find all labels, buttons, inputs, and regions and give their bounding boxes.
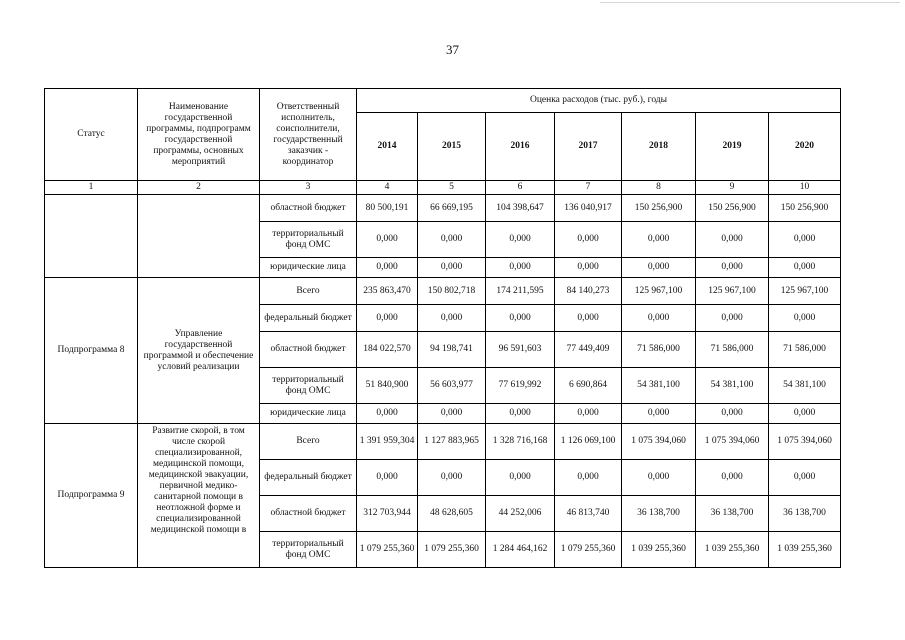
value-cell: 96 591,603 bbox=[486, 332, 555, 368]
program-name-cell bbox=[138, 195, 260, 278]
header-year: 2015 bbox=[418, 113, 486, 181]
value-cell: 235 863,470 bbox=[357, 278, 418, 305]
value-cell: 77 449,409 bbox=[555, 332, 622, 368]
funding-source: областной бюджет bbox=[260, 332, 357, 368]
value-cell: 0,000 bbox=[622, 404, 696, 424]
header-year: 2020 bbox=[769, 113, 841, 181]
value-cell: 94 198,741 bbox=[418, 332, 486, 368]
value-cell: 46 813,740 bbox=[555, 496, 622, 532]
header-year: 2018 bbox=[622, 113, 696, 181]
value-cell: 0,000 bbox=[769, 258, 841, 278]
value-cell: 150 802,718 bbox=[418, 278, 486, 305]
value-cell: 0,000 bbox=[696, 460, 769, 496]
column-number: 1 bbox=[45, 181, 138, 195]
header-year: 2014 bbox=[357, 113, 418, 181]
value-cell: 0,000 bbox=[696, 305, 769, 332]
funding-source: территориальный фонд ОМС bbox=[260, 222, 357, 258]
value-cell: 1 284 464,162 bbox=[486, 532, 555, 568]
value-cell: 0,000 bbox=[418, 305, 486, 332]
value-cell: 0,000 bbox=[769, 222, 841, 258]
value-cell: 0,000 bbox=[418, 460, 486, 496]
value-cell: 0,000 bbox=[357, 222, 418, 258]
value-cell: 71 586,000 bbox=[696, 332, 769, 368]
program-name-cell: Управление государственной программой и обеспечение условий реализации bbox=[138, 278, 260, 424]
funding-source: областной бюджет bbox=[260, 195, 357, 222]
table-row bbox=[45, 424, 841, 460]
status-cell: Подпрограмма 9 bbox=[45, 424, 138, 568]
funding-source: областной бюджет bbox=[260, 496, 357, 532]
value-cell: 44 252,006 bbox=[486, 496, 555, 532]
value-cell: 0,000 bbox=[418, 222, 486, 258]
page-number: 37 bbox=[446, 42, 459, 57]
value-cell: 150 256,900 bbox=[769, 195, 841, 222]
value-cell: 0,000 bbox=[357, 404, 418, 424]
value-cell: 0,000 bbox=[486, 305, 555, 332]
value-cell: 54 381,100 bbox=[769, 368, 841, 404]
value-cell: 54 381,100 bbox=[696, 368, 769, 404]
funding-source: юридические лица bbox=[260, 404, 357, 424]
value-cell: 0,000 bbox=[486, 404, 555, 424]
funding-source: федеральный бюджет bbox=[260, 460, 357, 496]
column-number: 9 bbox=[696, 181, 769, 195]
value-cell: 0,000 bbox=[622, 222, 696, 258]
value-cell: 66 669,195 bbox=[418, 195, 486, 222]
column-number: 4 bbox=[357, 181, 418, 195]
value-cell: 36 138,700 bbox=[696, 496, 769, 532]
value-cell: 0,000 bbox=[486, 222, 555, 258]
value-cell: 71 586,000 bbox=[622, 332, 696, 368]
header-executor: Ответственный исполнитель, соисполнители, государственный заказчик - координатор bbox=[260, 89, 357, 181]
header-year: 2016 bbox=[486, 113, 555, 181]
value-cell: 71 586,000 bbox=[769, 332, 841, 368]
value-cell: 150 256,900 bbox=[696, 195, 769, 222]
value-cell: 0,000 bbox=[769, 305, 841, 332]
value-cell: 312 703,944 bbox=[357, 496, 418, 532]
value-cell: 125 967,100 bbox=[622, 278, 696, 305]
column-number: 10 bbox=[769, 181, 841, 195]
table-row bbox=[45, 278, 841, 305]
value-cell: 1 079 255,360 bbox=[418, 532, 486, 568]
header-expense-title: Оценка расходов (тыс. руб.), годы bbox=[357, 89, 841, 113]
value-cell: 184 022,570 bbox=[357, 332, 418, 368]
header-status: Статус bbox=[45, 89, 138, 181]
value-cell: 1 391 959,304 bbox=[357, 424, 418, 460]
column-number: 5 bbox=[418, 181, 486, 195]
value-cell: 0,000 bbox=[357, 305, 418, 332]
value-cell: 0,000 bbox=[622, 258, 696, 278]
column-number: 2 bbox=[138, 181, 260, 195]
value-cell: 1 127 883,965 bbox=[418, 424, 486, 460]
value-cell: 84 140,273 bbox=[555, 278, 622, 305]
value-cell: 0,000 bbox=[555, 305, 622, 332]
value-cell: 174 211,595 bbox=[486, 278, 555, 305]
value-cell: 1 039 255,360 bbox=[622, 532, 696, 568]
value-cell: 0,000 bbox=[622, 305, 696, 332]
value-cell: 36 138,700 bbox=[622, 496, 696, 532]
value-cell: 36 138,700 bbox=[769, 496, 841, 532]
value-cell: 1 079 255,360 bbox=[357, 532, 418, 568]
value-cell: 1 039 255,360 bbox=[769, 532, 841, 568]
header-year: 2017 bbox=[555, 113, 622, 181]
column-number: 6 bbox=[486, 181, 555, 195]
value-cell: 1 075 394,060 bbox=[696, 424, 769, 460]
status-cell bbox=[45, 195, 138, 278]
value-cell: 1 079 255,360 bbox=[555, 532, 622, 568]
header-program-name: Наименование государственной программы, подпрограмм государственной программы, основных мероприятий bbox=[138, 89, 260, 181]
value-cell: 54 381,100 bbox=[622, 368, 696, 404]
value-cell: 0,000 bbox=[486, 460, 555, 496]
value-cell: 0,000 bbox=[418, 404, 486, 424]
value-cell: 136 040,917 bbox=[555, 195, 622, 222]
value-cell: 6 690,864 bbox=[555, 368, 622, 404]
header-year: 2019 bbox=[696, 113, 769, 181]
value-cell: 51 840,900 bbox=[357, 368, 418, 404]
value-cell: 0,000 bbox=[555, 404, 622, 424]
column-number: 8 bbox=[622, 181, 696, 195]
value-cell: 1 075 394,060 bbox=[622, 424, 696, 460]
value-cell: 48 628,605 bbox=[418, 496, 486, 532]
value-cell: 0,000 bbox=[622, 460, 696, 496]
value-cell: 0,000 bbox=[418, 258, 486, 278]
value-cell: 1 328 716,168 bbox=[486, 424, 555, 460]
value-cell: 0,000 bbox=[555, 222, 622, 258]
funding-source: Всего bbox=[260, 424, 357, 460]
value-cell: 125 967,100 bbox=[696, 278, 769, 305]
funding-source: федеральный бюджет bbox=[260, 305, 357, 332]
column-number: 7 bbox=[555, 181, 622, 195]
funding-source: территориальный фонд ОМС bbox=[260, 532, 357, 568]
value-cell: 0,000 bbox=[696, 222, 769, 258]
value-cell: 1 039 255,360 bbox=[696, 532, 769, 568]
budget-table bbox=[44, 88, 841, 568]
funding-source: юридические лица bbox=[260, 258, 357, 278]
funding-source: территориальный фонд ОМС bbox=[260, 368, 357, 404]
value-cell: 0,000 bbox=[357, 460, 418, 496]
program-name-cell: Развитие скорой, в том числе скорой специализированной, медицинской помощи, медицинской эвакуации, первичной медико-санитарной помощи в неотложной форме и специализированной медицинской помощи в bbox=[138, 424, 260, 568]
value-cell: 0,000 bbox=[769, 460, 841, 496]
value-cell: 0,000 bbox=[486, 258, 555, 278]
status-cell: Подпрограмма 8 bbox=[45, 278, 138, 424]
value-cell: 1 126 069,100 bbox=[555, 424, 622, 460]
value-cell: 0,000 bbox=[555, 460, 622, 496]
top-rule bbox=[600, 2, 900, 3]
table-row bbox=[45, 195, 841, 222]
value-cell: 77 619,992 bbox=[486, 368, 555, 404]
value-cell: 0,000 bbox=[696, 404, 769, 424]
value-cell: 0,000 bbox=[555, 258, 622, 278]
value-cell: 0,000 bbox=[357, 258, 418, 278]
value-cell: 104 398,647 bbox=[486, 195, 555, 222]
value-cell: 80 500,191 bbox=[357, 195, 418, 222]
value-cell: 1 075 394,060 bbox=[769, 424, 841, 460]
value-cell: 0,000 bbox=[696, 258, 769, 278]
value-cell: 125 967,100 bbox=[769, 278, 841, 305]
column-number: 3 bbox=[260, 181, 357, 195]
value-cell: 56 603,977 bbox=[418, 368, 486, 404]
value-cell: 0,000 bbox=[769, 404, 841, 424]
funding-source: Всего bbox=[260, 278, 357, 305]
value-cell: 150 256,900 bbox=[622, 195, 696, 222]
